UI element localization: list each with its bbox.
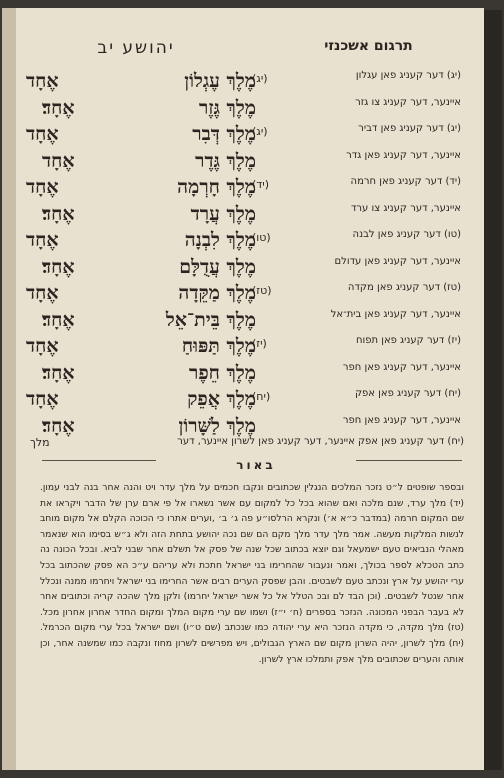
translation-text: (יח) דער קעניג פאן אפק <box>354 388 461 399</box>
verse-number: (טז) <box>252 284 272 297</box>
verse-row <box>16 176 484 198</box>
verse-row <box>16 150 484 172</box>
count-word: אֶחָד׃ <box>42 361 75 384</box>
count-word: אֶחָד׃ <box>42 96 75 119</box>
count-word: אֶחָד <box>26 176 59 198</box>
translation-text: איינער, דער קעניג צו ערד <box>350 202 461 214</box>
translation-text: (טז) דער קעניג פאן מקדה <box>347 282 461 293</box>
translation-text: איינער, דער קעניג פאן חפר <box>342 361 461 373</box>
king-of-city: מֶלֶךְ דְּבִר <box>192 123 256 145</box>
king-of-city: מֶלֶךְ תַּפּוּחַ <box>181 335 256 357</box>
verse-number: (יג) <box>252 125 268 138</box>
notes-heading: באור <box>156 458 356 472</box>
translation-text: איינער, דער קעניג פאן חפר <box>342 414 461 426</box>
verse-number: (טו) <box>252 231 271 244</box>
translation-text: איינער, דער קעניג צו גזר <box>355 96 461 108</box>
verse-row <box>16 203 484 225</box>
count-word: אֶחָד <box>26 229 59 251</box>
translation-text: (טו) דער קעניג פאן לבנה <box>352 229 461 240</box>
king-of-city: מֶלֶךְ חָרְמָה <box>177 176 256 198</box>
verse-row <box>16 282 484 304</box>
count-word: אֶחָד׃ <box>42 414 75 437</box>
verse-row <box>16 415 484 437</box>
book-page <box>16 8 484 770</box>
count-word: אֶחָד׃ <box>42 308 75 331</box>
verse-row <box>16 309 484 331</box>
verse-row <box>16 388 484 410</box>
translation-text: איינער, דער קעניג פאן גדר <box>346 149 461 161</box>
verse-row <box>16 335 484 357</box>
translation-text: (יד) דער קעניג פאן חרמה <box>350 176 461 187</box>
count-word: אֶחָד <box>26 123 59 145</box>
count-word: אֶחָד <box>26 335 59 357</box>
count-word: אֶחָד׃ <box>42 202 75 225</box>
verse-row <box>16 97 484 119</box>
count-word: אֶחָד <box>26 70 59 92</box>
count-word: אֶחָד <box>42 149 75 172</box>
count-word: אֶחָד׃ <box>42 255 75 278</box>
king-of-city: מֶלֶךְ אֲפֵק <box>187 388 256 410</box>
king-of-city: מֶלֶךְ עֶגְלוֹן <box>184 70 256 92</box>
verse-row <box>16 229 484 251</box>
translation-text: (יג) דער קעניג פאן דביר <box>358 123 461 134</box>
king-of-city: מֶלֶךְ עֲדֻלָּם <box>179 255 256 278</box>
king-of-city: מֶלֶךְ גֶּדֶר <box>195 149 256 172</box>
king-of-city: מֶלֶךְ גֶּזֶר <box>199 96 256 119</box>
verse-number: (יד) <box>252 178 270 191</box>
translation-text: (יז) דער קעניג פאן תפוח <box>355 335 461 346</box>
book-spine-edge <box>484 10 502 770</box>
verse-number: (יג) <box>252 72 268 85</box>
king-of-city: מֶלֶךְ עֲרָד <box>190 202 256 225</box>
king-of-city: מֶלֶךְ מַקֵּדָה <box>178 282 256 304</box>
previous-page-edge <box>2 8 16 770</box>
king-of-city: מֶלֶךְ לַשָּׁרוֹן <box>178 414 256 437</box>
king-of-city: מֶלֶךְ לִבְנָה <box>184 229 256 251</box>
verse-row <box>16 256 484 278</box>
translation-text: (יג) דער קעניג פאן עגלון <box>355 70 461 81</box>
translation-text: איינער, דער קעניג פאן עדולם <box>334 255 461 267</box>
count-word: אֶחָד <box>26 282 59 304</box>
commentary-text <box>40 480 464 667</box>
king-of-city: מֶלֶךְ חֵפֶר <box>188 361 256 384</box>
verse-row <box>16 123 484 145</box>
king-of-city: מֶלֶךְ בֵּית־אֵל <box>165 308 256 331</box>
verse-number: (יח) <box>252 390 271 403</box>
footer-translation-text: (יח) דער קעניג פאן אפק איינער, דער קעניג פאן לשרון איינער, דער <box>177 436 464 447</box>
translation-text: איינער, דער קעניג פאן בית־אל <box>330 308 461 320</box>
translation-column-title: תרגום אשכנזי <box>324 38 413 54</box>
count-word: אֶחָד <box>26 388 59 410</box>
commentary-paragraph: ובספר שופטים ל״ט נזכר המלכים הנגלין שכתובים ונקבו חכמים על מלך עדר ויט והנה אחר בנה לבני עמון. (יד) מלך ערד, שנם מלכה ואם שהוא בכל כל למקום עם אשר נשארו אל פי ארם ערן של הדבר ויקראו את שם המקום חרמה (במדבר כ״א א׳) ונקרא הרלסו״ע פה ג׳ ב׳ ,וערים אתרו כי הכוכה הקלם אל מקום מוחב לנשות המלקות מעשה. אמר מלך עדר מלך מקם הם שם נכה יהושע בתחת הזה ולא ג״ש בסימו הוא שנאמר מאהלי הנביאים טעם ישמעאל וגם יוצא בכתוב שכל שנה של פסק אל תשלם אחר שבני לביא. ובכל הכונה נה כתב הטכלא לספר בכולך, ואמר ונעבור שהחרימו בני ישראל חתכת ולא עריהם ע״כ הא פסק שהכתוב בכל ערי יהושע על ארץ ונכתב טעם לשבטים. והבן שפסק הערים רבים אשר החרימו בני ישראל ויחרמו ממנה ונכלל אחר שנטל לשבטים. (וכן הבד לם ובכ הטלל אל כל אשר ישראל יחרמו) ולקן מלך שהכה קריה וכתובים אחר לא בעבר הבפני המכונה. הנזכר בספרים (ח׳ י״ז) ושמו שם ערי מקום המלך ומקום החדר אחרון אחרון מכל. (טז) מלך מקדה, כי מקדה הנזכר היא ערי יהודה כמו שנכתב (שם ט״ו) ושם ישראל בכל ערי מקום הכרמל. (יח) מלך לשרון, יהיה השרון מקום שם הארץ הגבולים, ויש מפרשים לשרון מחוז ונקבה כמו שמשנה אחר, וכן אותה והערים שכתובים מלך אפק ותמלכו ארץ לשרון. <box>40 482 464 665</box>
verse-row <box>16 70 484 92</box>
verse-number: (יז) <box>252 337 267 350</box>
verse-row <box>16 362 484 384</box>
footer-side-word: מלך <box>30 436 50 449</box>
book-title: יהושע יב <box>97 38 175 58</box>
